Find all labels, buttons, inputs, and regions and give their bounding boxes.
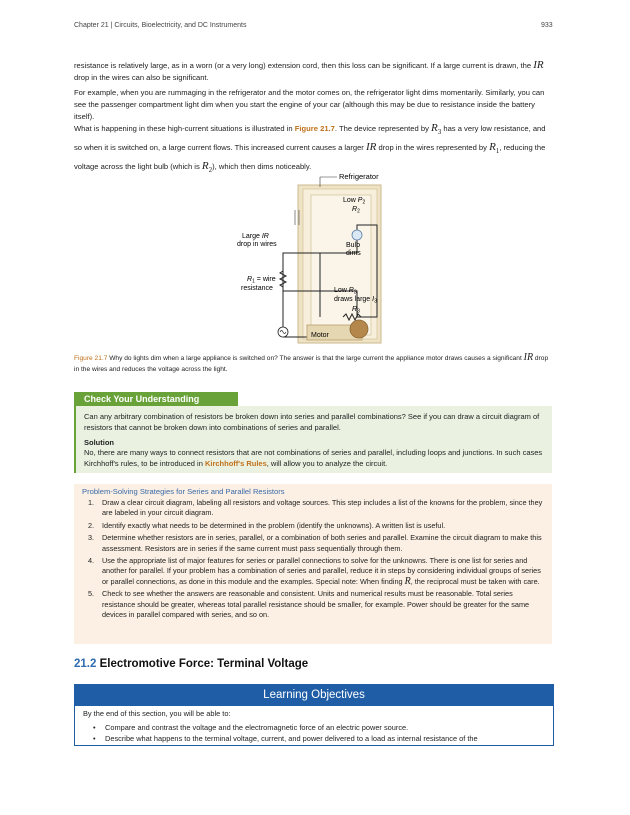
paragraph-1 <box>74 59 554 84</box>
check-question: Can any arbitrary combination of resistors be broken down into series and parallel combinations? See if you can draw a circuit diagram of resistors that cannot be broken down into combinations of series and parallel. <box>84 412 540 432</box>
para1-text-a: resistance is relatively large, as in a worn (or a very long) extension cord, then this loss can be significant. If a large current is drawn, the <box>74 61 532 70</box>
problem-solving-box <box>74 484 552 644</box>
label-r3: $R_3$ <box>352 306 360 315</box>
caption-math-ir: IR <box>523 352 534 363</box>
circuit-diagram <box>225 165 405 345</box>
label-r1-wire: $R_1$ = wire <box>247 276 276 285</box>
label-draws-large: draws large $I_3$ <box>334 296 377 305</box>
label-bulb: Bulb <box>346 242 361 249</box>
figure-21-7 <box>225 165 405 345</box>
label-motor: Motor <box>311 332 329 339</box>
check-understanding-box <box>74 406 552 473</box>
para3-text-c: has a very low resistance, and so when it is switched on, a large current flows. This increased current causes a larger <box>74 124 546 153</box>
strategy-item: 5. Check to see whether the answers are reasonable and consistent. Units and numerical results must be reasonable. Total series resistance should be greater, whereas total parallel resistance should be smaller, for example. Power should be greater for the same devices in parallel compared with series, and so on. <box>88 589 530 620</box>
label-refrigerator: Refrigerator <box>339 172 379 181</box>
solution-text <box>84 447 546 469</box>
solution-text-a: No, there are many ways to connect resistors that are not combinations of series and parallel, including loops and junctions. In such cases Kirchhoff's rules, to be introduced in <box>84 448 543 468</box>
math-r3: $R_3$ <box>431 122 442 137</box>
label-drop-in-wires: drop in wires <box>237 241 277 248</box>
learning-objectives-heading: Learning Objectives <box>74 684 554 706</box>
figure-caption <box>74 352 554 375</box>
solution-label: Solution <box>84 438 114 447</box>
check-understanding-title: Check Your Understanding <box>74 392 238 406</box>
math-r1: $R_1$ <box>489 141 500 156</box>
learning-objectives-box <box>74 706 554 746</box>
strategy-item: 4. Use the appropriate list of major features for series or parallel connections to solve for the unknowns. There is one list for series and another for parallel. If your problem has a combination of series and parallel, reduce it in steps by considering individual groups of series or parallel connections, as done in this module and the examples. Special note: When finding R, the reciprocal must be taken with care. <box>88 556 541 587</box>
caption-text-a: Why do lights dim when a large appliance is switched on? The answer is that the large current the appliance motor draws causes a significant <box>109 355 522 362</box>
figure-link[interactable]: Figure 21.7 <box>294 124 335 133</box>
section-title: Electromotive Force: Terminal Voltage <box>99 658 309 670</box>
kirchhoff-rules-link[interactable]: Kirchhoff's Rules <box>204 459 267 468</box>
solution-text-b: , will allow you to analyze the circuit. <box>266 459 388 468</box>
para1-text-b: drop in the wires can also be significant. <box>74 73 209 82</box>
objective-item: • Compare and contrast the voltage and the electromagnetic force of an electric power source. <box>93 723 543 734</box>
section-number: 21.2 <box>74 658 97 670</box>
para3-text-f: ), which then dims noticeably. <box>212 162 312 172</box>
strategies-title: Problem-Solving Strategies for Series and Parallel Resistors <box>82 487 285 496</box>
paragraph-2: For example, when you are rummaging in the refrigerator and the motor comes on, the refrigerator light dims momentarily. Similarly, you can see the passenger compartment light dim when you start the engine of your car (although this may be due to resistance inside the battery itself). <box>74 88 545 121</box>
page-number: 933 <box>541 22 553 29</box>
label-low-r3: Low $R_3$ <box>334 287 357 296</box>
label-resistance: resistance <box>241 285 273 292</box>
para3-text-d: drop in the wires represented by <box>378 143 487 153</box>
strategy-item: 1. Draw a clear circuit diagram, labeling all resistors and voltage sources. This step includes a list of the knowns for the problem, since they are labeled in your circuit diagram. <box>88 498 543 518</box>
motor-icon <box>350 320 368 338</box>
label-low-p2: Low $P_2$ <box>343 197 366 206</box>
math-ir-2: IR <box>365 141 377 154</box>
caption-label: Figure 21.7 <box>74 355 108 362</box>
caption-text-b: drop in the wires and reduces the voltage across the light. <box>74 355 549 373</box>
para3-text-b: . The device represented by <box>334 124 429 133</box>
para3-text-a: What is happening in these high-current situations is illustrated in <box>74 124 293 133</box>
chapter-header: Chapter 21 | Circuits, Bioelectricity, and DC Instruments <box>74 22 247 29</box>
label-r2: $R_2$ <box>352 206 360 215</box>
label-dims: dims <box>346 250 361 257</box>
strategy-item: 3. Determine whether resistors are in series, parallel, or a combination of both series and parallel. Examine the circuit diagram to make this assessment. Resistors are in series if the same current must pass sequentially through them. <box>88 533 542 553</box>
objectives-intro: By the end of this section, you will be able to: <box>83 709 231 718</box>
strategies-list <box>82 498 544 620</box>
objective-item: • Describe what happens to the terminal voltage, current, and power delivered to a load as internal resistance of the <box>93 734 543 745</box>
strategy-item: 2. Identify exactly what needs to be determined in the problem (identify the unknowns). A written list is useful. <box>88 520 446 530</box>
label-large-ir: Large IR <box>242 233 269 240</box>
math-ir: IR <box>533 59 544 71</box>
section-heading <box>74 658 308 670</box>
math-r2: $R_2$ <box>201 160 213 175</box>
para3-text-e: , reducing the voltage across the light bulb (which is <box>74 143 546 172</box>
objectives-list <box>93 723 543 744</box>
bulb-icon <box>352 230 362 240</box>
